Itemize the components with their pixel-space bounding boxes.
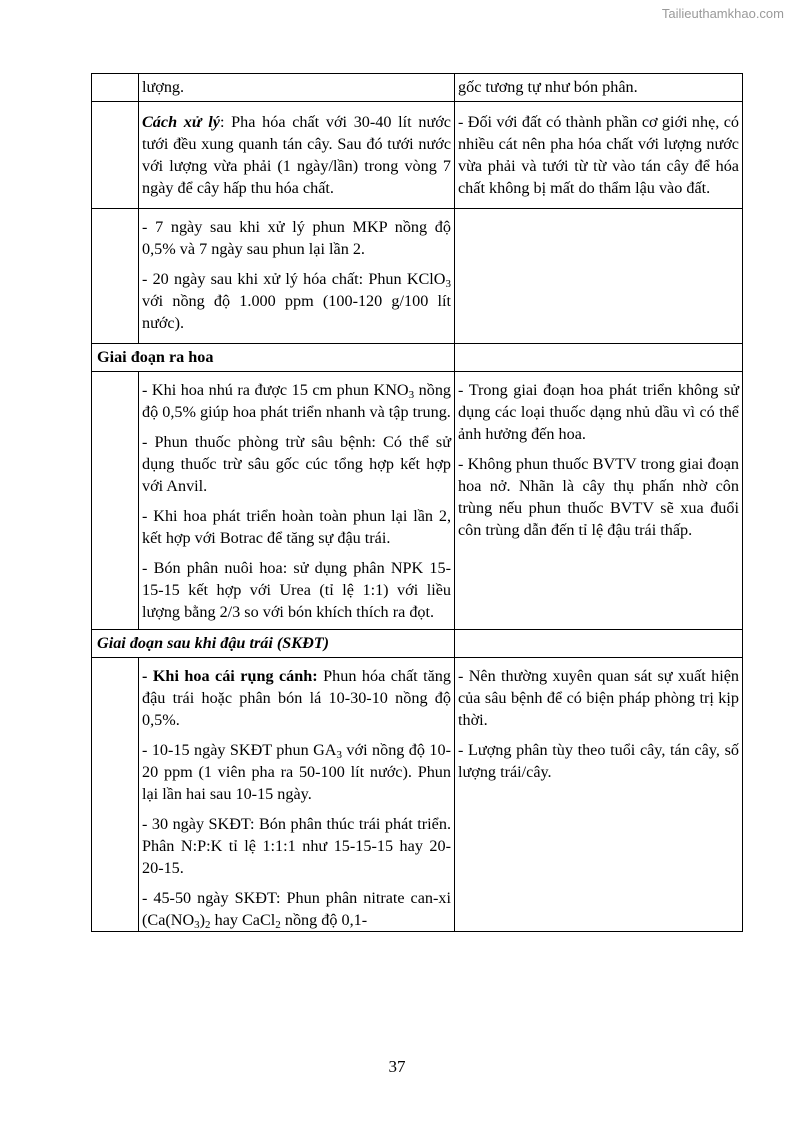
- treatment-text: : Pha hóa chất với 30-40 lít nước tưới đều xung quanh tán cây. Sau đó tưới nước với lượng vừa phải (1 ngày/lần) trong vòng 7 ngày để cây hấp thu hóa chất.: [142, 113, 451, 197]
- paragraph: - Trong giai đoạn hoa phát triển không sử dụng các loại thuốc dạng nhủ dầu vì có thể ảnh hưởng đến hoa.: [458, 381, 739, 443]
- watermark: Tailieuthamkhao.com: [661, 6, 784, 21]
- page-number: 37: [388, 1057, 406, 1076]
- blank-cell: [455, 630, 743, 658]
- cell-right: [455, 372, 743, 630]
- cell-right: [455, 658, 743, 932]
- table-row: [92, 209, 743, 344]
- paragraph: - Khi hoa cái rụng cánh: Phun hóa chất tăng đậu trái hoặc phân bón lá 10-30-10 nồng độ 0,5%.: [142, 667, 451, 729]
- section-heading: Giai đoạn sau khi đậu trái (SKĐT): [92, 630, 455, 658]
- paragraph: - Nên thường xuyên quan sát sự xuất hiện của sâu bệnh để có biện pháp phòng trị kịp thời.: [458, 667, 739, 729]
- paragraph: - Phun thuốc phòng trừ sâu bệnh: Có thể sử dụng thuốc trừ sâu gốc cúc tổng hợp kết hợp với Anvil.: [142, 433, 451, 495]
- section-row: [92, 344, 743, 372]
- cell-left: [139, 209, 455, 344]
- section-row: [92, 630, 743, 658]
- cell-left: [139, 102, 455, 209]
- paragraph: - 7 ngày sau khi xử lý phun MKP nồng độ 0,5% và 7 ngày sau phun lại lần 2.: [142, 218, 451, 258]
- paragraph: - Khi hoa phát triển hoàn toàn phun lại lần 2, kết hợp với Botrac để tăng sự đậu trái.: [142, 507, 451, 547]
- blank-cell: [455, 209, 743, 344]
- paragraph: - Khi hoa nhú ra được 15 cm phun $KNO_3$ nồng độ 0,5% giúp hoa phát triển nhanh và tập trung.: [142, 381, 452, 421]
- treatment-label: Cách xử lý: [142, 113, 220, 131]
- paragraph: - 10-15 ngày SKĐT phun $GA_3$ với nồng độ 10-20 ppm (1 viên pha ra 50-100 lít nước). Phun lại lần hai sau 10-15 ngày.: [142, 741, 452, 803]
- paragraph: - Lượng phân tùy theo tuổi cây, tán cây, số lượng trái/cây.: [458, 741, 739, 781]
- cell-right: - Đối với đất có thành phần cơ giới nhẹ, có nhiều cát nên pha hóa chất với lượng nước vừa phải và tưới từ từ vào tán cây để hóa chất không bị mất do thẩm lậu vào đất.: [455, 102, 743, 209]
- blank-cell: [92, 658, 139, 932]
- paragraph: - 45-50 ngày SKĐT: Phun phân nitrate can-xi ($Ca(NO_3)_2$ hay CaCl$_2$ nồng độ 0,1-: [142, 889, 451, 931]
- paragraph: - Không phun thuốc BVTV trong giai đoạn hoa nở. Nhãn là cây thụ phấn nhờ côn trùng nếu phun thuốc BVTV sẽ xua đuổi côn trùng dẫn đến tỉ lệ đậu trái thấp.: [458, 455, 739, 539]
- section-heading: Giai đoạn ra hoa: [92, 344, 455, 372]
- care-table: [91, 73, 743, 932]
- blank-cell: [92, 209, 139, 344]
- cell-left: [139, 658, 455, 932]
- blank-cell: [92, 102, 139, 209]
- blank-cell: [92, 74, 139, 102]
- cell-left: lượng.: [139, 74, 455, 102]
- blank-cell: [92, 372, 139, 630]
- paragraph: - 20 ngày sau khi xử lý hóa chất: Phun KClO$_3$ với nồng độ 1.000 ppm (100-120 g/100 lít nước).: [142, 270, 451, 332]
- table-row: [92, 372, 743, 630]
- table-row: [92, 74, 743, 102]
- paragraph: - 30 ngày SKĐT: Bón phân thúc trái phát triển. Phân N:P:K tỉ lệ 1:1:1 như 15-15-15 hay 20-20-15.: [142, 815, 451, 877]
- table-row: [92, 102, 743, 209]
- paragraph: - Bón phân nuôi hoa: sử dụng phân NPK 15-15-15 kết hợp với Urea (tỉ lệ 1:1) với liều lượng bằng 2/3 so với bón khích thích ra đọt.: [142, 559, 451, 621]
- cell-left: [139, 372, 455, 630]
- blank-cell: [455, 344, 743, 372]
- table-row: [92, 658, 743, 932]
- cell-right: gốc tương tự như bón phân.: [455, 74, 743, 102]
